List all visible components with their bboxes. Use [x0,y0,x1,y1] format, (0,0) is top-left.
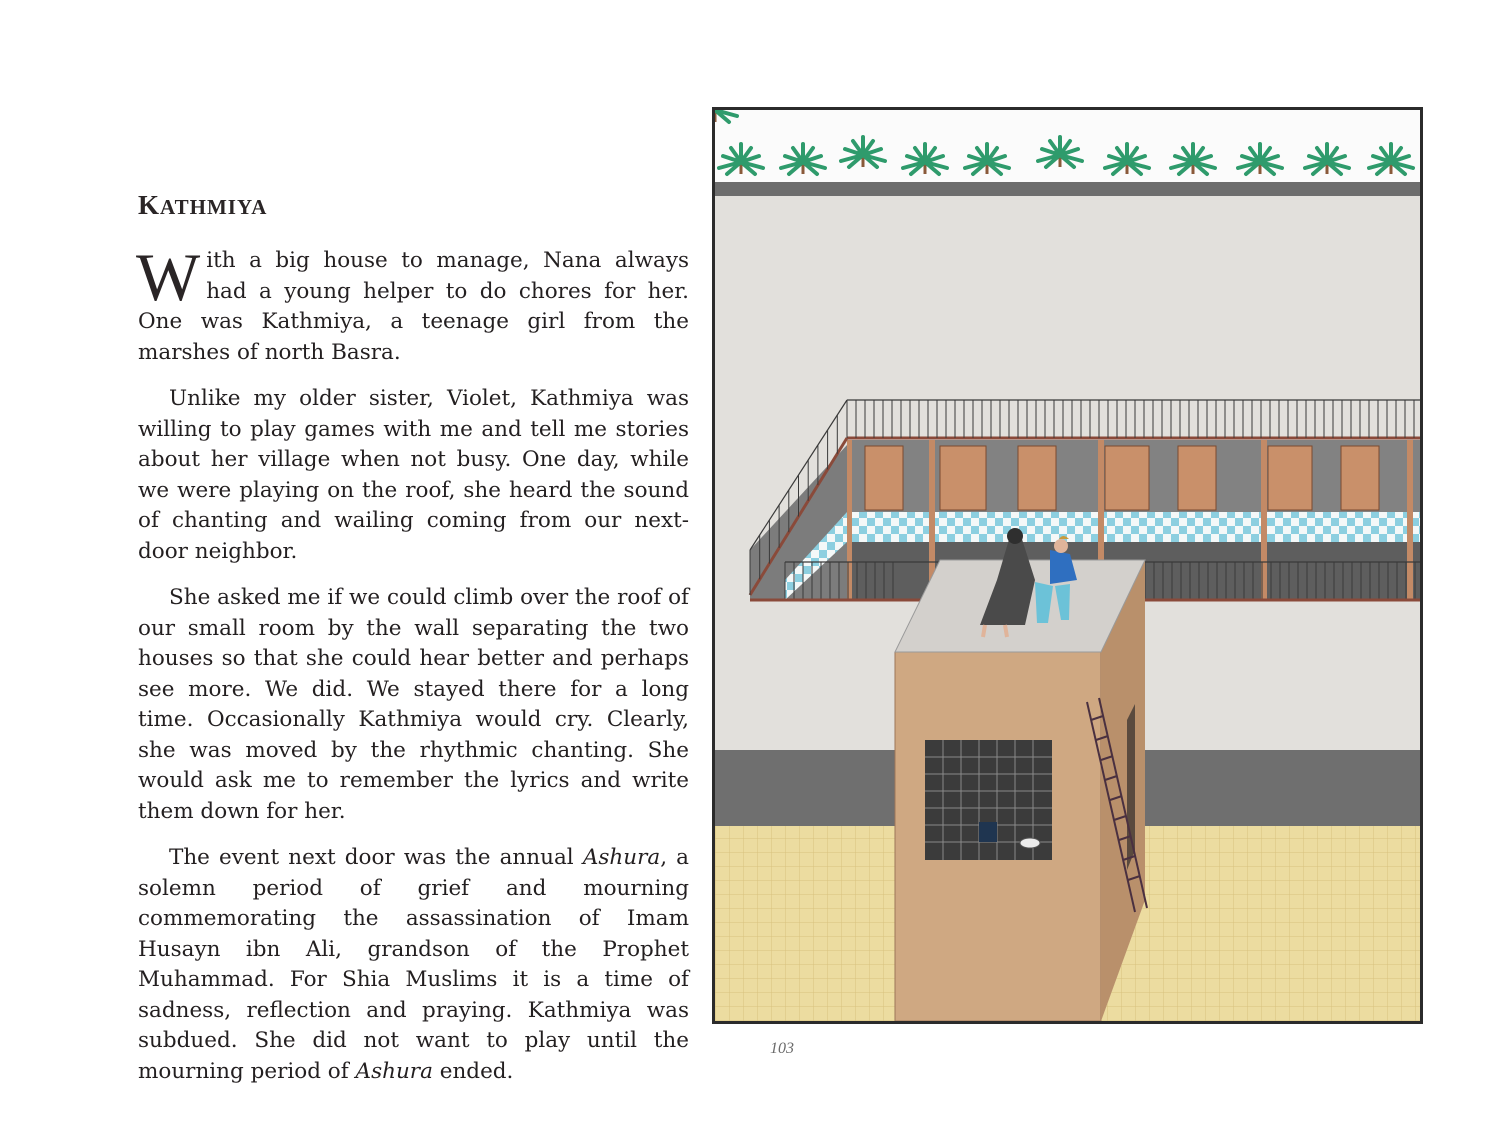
heading-initial: K [138,190,161,220]
paragraph-2: Unlike my older sister, Violet, Kathmiya was willing to play games with me and tell me stories about her village when not busy. One day, while we were playing on the roof, she heard the sound of chanting and wailing coming from our next-door neighbor. [138,386,689,564]
heading-rest: ATHMIYA [160,195,268,219]
paragraph-1-text: ith a big house to manage, Nana always had a young helper to do chores for her. One was Kathmiya, a teenage girl from the marshes of north Basra. [138,248,689,365]
paragraph-4: The event next door was the annual Ashura, a solemn period of grief and mourning commemorating the assassination of Imam Husayn ibn Ali, grandson of the Prophet Muhammad. For Shia Muslims it is a time of sadness, reflection and praying. Kathmiya was subdued. She did not want to play until the mourning period of Ashura ended. [138,845,689,1084]
paragraph-3: She asked me if we could climb over the roof of our small room by the wall separating the two houses so that she could hear better and perhaps see more. We did. We stayed there for a long time. Occasionally Kathmiya would cry. Clearly, she was moved by the rhythmic chanting. She would ask me to remember the lyrics and write them down for her. [138,585,689,824]
pigeon [1020,838,1040,848]
illustration-svg [715,110,1420,1021]
drop-cap: W [136,239,201,315]
room-side-door [1127,704,1135,870]
body-text [136,239,689,1103]
page-number: 103 [770,1040,794,1057]
paragraph-1 [136,239,689,368]
top-parapet [715,182,1420,196]
section-heading [138,190,267,221]
bowl [979,822,997,842]
rooftop-illustration [712,107,1423,1024]
neighbor-openings [865,446,1379,510]
ashura-term: Ashura [582,845,661,870]
ashura-term: Ashura [355,1058,433,1084]
